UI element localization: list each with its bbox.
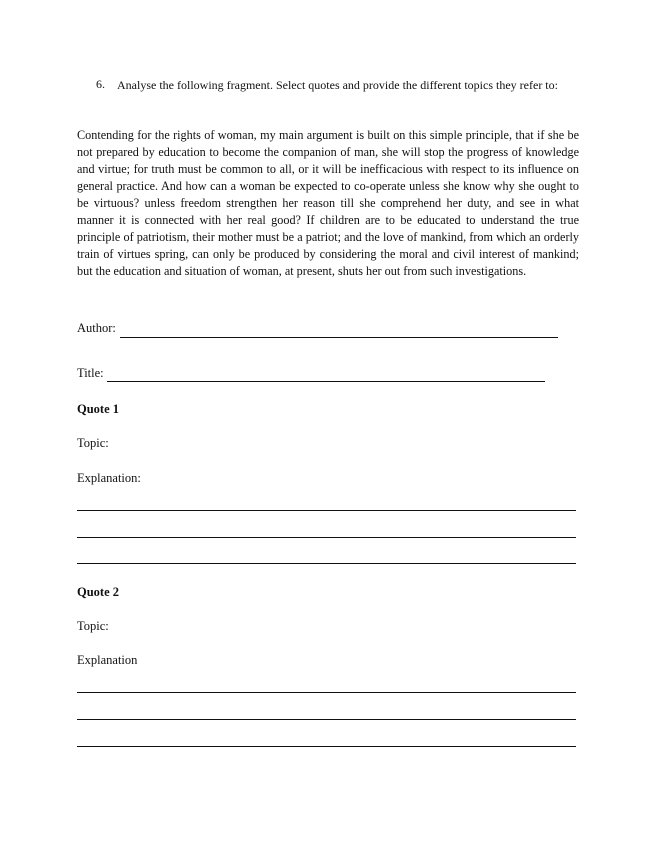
quote1-topic-label: Topic: xyxy=(77,436,109,450)
quote2-answer-line-1[interactable] xyxy=(77,692,576,693)
quote2-explanation-label: Explanation xyxy=(77,653,138,667)
quote1-answer-line-3[interactable] xyxy=(77,563,576,564)
quote1-heading: Quote 1 xyxy=(77,402,120,416)
quote2-answer-line-3[interactable] xyxy=(77,746,576,747)
title-label: Title: xyxy=(77,366,104,380)
author-label: Author: xyxy=(77,321,116,335)
quote1-answer-line-2[interactable] xyxy=(77,537,576,538)
author-answer-line[interactable] xyxy=(120,337,558,338)
text-fragment: Contending for the rights of woman, my main argument is built on this simple principle, that if she be not prepared by education to become the companion of man, she will stop the progress of knowledge and virtue; for truth must be common to all, or it will be inefficacious with respect to its influence on general practice. And how can a woman be expected to co-operate unless she know why she ought to be virtuous? unless freedom strengthen her reason till she comprehend her duty, and see in what manner it is connected with her real good? If children are to be educated to understand the true principle of patriotism, their mother must be a patriot; and the love of mankind, from which an orderly train of virtues spring, can only be produced by considering the moral and civil interest of mankind; but the education and situation of woman, at present, shuts her out from such investigations. xyxy=(77,128,579,278)
quote2-answer-line-2[interactable] xyxy=(77,719,576,720)
title-answer-line[interactable] xyxy=(107,381,545,382)
quote2-topic-label: Topic: xyxy=(77,619,109,633)
question-text: Analyse the following fragment. Select quotes and provide the different topics they refer to: xyxy=(117,78,558,92)
question-number: 6. xyxy=(96,77,105,91)
quote1-explanation-label: Explanation: xyxy=(77,471,141,485)
quote2-heading: Quote 2 xyxy=(77,585,120,599)
quote1-answer-line-1[interactable] xyxy=(77,510,576,511)
